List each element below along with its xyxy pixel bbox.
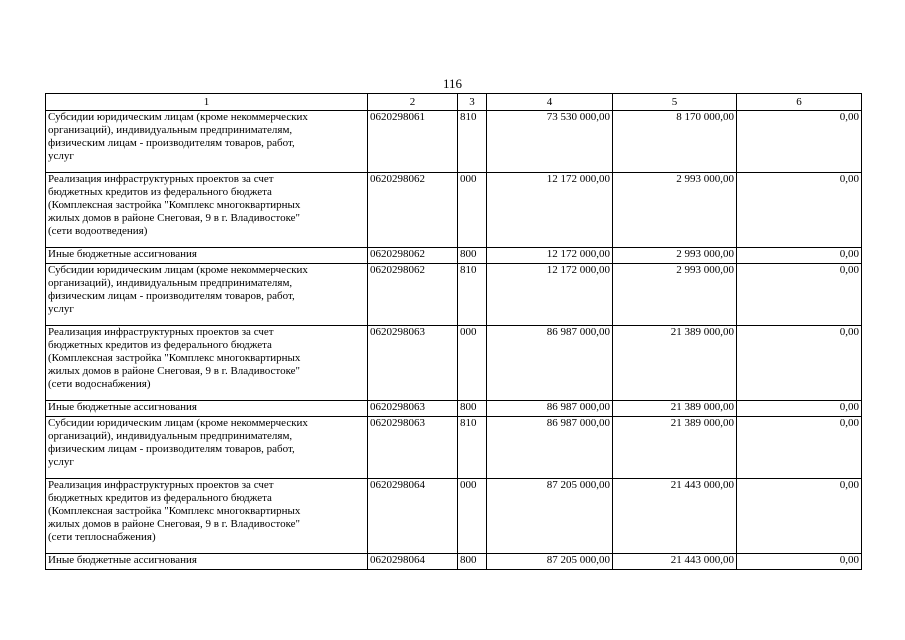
table-row — [46, 554, 862, 570]
description-line: организаций), индивидуальным предпринимателям, — [48, 124, 293, 136]
description-line: Иные бюджетные ассигнования — [48, 401, 197, 413]
row-amount-col4: 86 987 000,00 — [487, 417, 613, 479]
row-amount-col5: 2 993 000,00 — [613, 264, 737, 326]
description-line: Субсидии юридическим лицам (кроме некоммерческих — [48, 417, 308, 429]
row-description — [46, 326, 368, 401]
column-header-2: 2 — [368, 94, 458, 111]
column-header-1: 1 — [46, 94, 368, 111]
budget-table-body — [46, 94, 862, 570]
row-amount-col4: 86 987 000,00 — [487, 401, 613, 417]
row-expense-type: 000 — [458, 326, 487, 401]
row-expense-type: 810 — [458, 417, 487, 479]
column-header-5: 5 — [613, 94, 737, 111]
row-amount-col5: 21 389 000,00 — [613, 326, 737, 401]
row-amount-col4: 12 172 000,00 — [487, 248, 613, 264]
row-expense-type: 000 — [458, 479, 487, 554]
row-expense-type: 810 — [458, 264, 487, 326]
row-amount-col6: 0,00 — [737, 264, 862, 326]
description-line: бюджетных кредитов из федерального бюджета — [48, 492, 272, 504]
description-line: Реализация инфраструктурных проектов за счет — [48, 479, 274, 491]
description-line: жилых домов в районе Снеговая, 9 в г. Владивостоке" — [48, 212, 301, 224]
description-line: организаций), индивидуальным предпринимателям, — [48, 277, 293, 289]
description-line: (сети теплоснабжения) — [48, 531, 156, 543]
row-expense-type: 800 — [458, 401, 487, 417]
column-header-3: 3 — [458, 94, 487, 111]
budget-table — [45, 93, 862, 570]
row-expense-type: 000 — [458, 173, 487, 248]
row-amount-col4: 12 172 000,00 — [487, 264, 613, 326]
row-description — [46, 248, 368, 264]
description-line: Реализация инфраструктурных проектов за счет — [48, 173, 274, 185]
row-code: 0620298061 — [368, 111, 458, 173]
description-line: физическим лицам - производителям товаров, работ, — [48, 290, 295, 302]
row-description — [46, 111, 368, 173]
table-row — [46, 326, 862, 401]
column-header-4: 4 — [487, 94, 613, 111]
row-amount-col6: 0,00 — [737, 479, 862, 554]
row-code: 0620298064 — [368, 479, 458, 554]
description-line: жилых домов в районе Снеговая, 9 в г. Владивостоке" — [48, 518, 301, 530]
description-line: бюджетных кредитов из федерального бюджета — [48, 186, 272, 198]
description-line: бюджетных кредитов из федерального бюджета — [48, 339, 272, 351]
description-line: жилых домов в районе Снеговая, 9 в г. Владивостоке" — [48, 365, 301, 377]
table-row — [46, 479, 862, 554]
row-amount-col5: 21 443 000,00 — [613, 554, 737, 570]
row-description — [46, 173, 368, 248]
row-expense-type: 800 — [458, 554, 487, 570]
description-line: Иные бюджетные ассигнования — [48, 248, 197, 260]
row-amount-col6: 0,00 — [737, 173, 862, 248]
description-line: физическим лицам - производителям товаров, работ, — [48, 443, 295, 455]
row-code: 0620298063 — [368, 401, 458, 417]
row-amount-col5: 21 389 000,00 — [613, 417, 737, 479]
row-description — [46, 401, 368, 417]
row-amount-col6: 0,00 — [737, 401, 862, 417]
row-amount-col6: 0,00 — [737, 248, 862, 264]
row-description — [46, 479, 368, 554]
row-amount-col6: 0,00 — [737, 417, 862, 479]
row-amount-col4: 87 205 000,00 — [487, 479, 613, 554]
row-description — [46, 554, 368, 570]
description-line: Субсидии юридическим лицам (кроме некоммерческих — [48, 111, 308, 123]
table-row — [46, 401, 862, 417]
description-line: организаций), индивидуальным предпринимателям, — [48, 430, 293, 442]
description-line: (сети водоотведения) — [48, 225, 148, 237]
row-description — [46, 264, 368, 326]
row-amount-col4: 73 530 000,00 — [487, 111, 613, 173]
row-amount-col5: 21 389 000,00 — [613, 401, 737, 417]
description-line: физическим лицам - производителям товаров, работ, — [48, 137, 295, 149]
row-amount-col6: 0,00 — [737, 326, 862, 401]
description-line: услуг — [48, 303, 74, 315]
row-amount-col5: 8 170 000,00 — [613, 111, 737, 173]
row-expense-type: 800 — [458, 248, 487, 264]
row-code: 0620298064 — [368, 554, 458, 570]
description-line: (Комплексная застройка "Комплекс многоквартирных — [48, 352, 301, 364]
row-amount-col4: 12 172 000,00 — [487, 173, 613, 248]
row-amount-col5: 2 993 000,00 — [613, 248, 737, 264]
description-line: услуг — [48, 456, 74, 468]
page-number: 116 — [442, 76, 463, 91]
description-line: Субсидии юридическим лицам (кроме некоммерческих — [48, 264, 308, 276]
row-code: 0620298063 — [368, 417, 458, 479]
row-amount-col6: 0,00 — [737, 554, 862, 570]
column-header-6: 6 — [737, 94, 862, 111]
table-row — [46, 173, 862, 248]
row-expense-type: 810 — [458, 111, 487, 173]
row-code: 0620298062 — [368, 248, 458, 264]
row-amount-col4: 87 205 000,00 — [487, 554, 613, 570]
row-description — [46, 417, 368, 479]
description-line: Иные бюджетные ассигнования — [48, 554, 197, 566]
table-row — [46, 264, 862, 326]
table-row — [46, 111, 862, 173]
description-line: (Комплексная застройка "Комплекс многоквартирных — [48, 199, 301, 211]
row-code: 0620298062 — [368, 264, 458, 326]
table-row — [46, 248, 862, 264]
row-code: 0620298062 — [368, 173, 458, 248]
description-line: Реализация инфраструктурных проектов за счет — [48, 326, 274, 338]
row-amount-col5: 21 443 000,00 — [613, 479, 737, 554]
row-amount-col6: 0,00 — [737, 111, 862, 173]
description-line: (Комплексная застройка "Комплекс многоквартирных — [48, 505, 301, 517]
row-code: 0620298063 — [368, 326, 458, 401]
row-amount-col5: 2 993 000,00 — [613, 173, 737, 248]
description-line: (сети водоснабжения) — [48, 378, 151, 390]
description-line: услуг — [48, 150, 74, 162]
row-amount-col4: 86 987 000,00 — [487, 326, 613, 401]
column-number-row — [46, 94, 862, 111]
table-row — [46, 417, 862, 479]
